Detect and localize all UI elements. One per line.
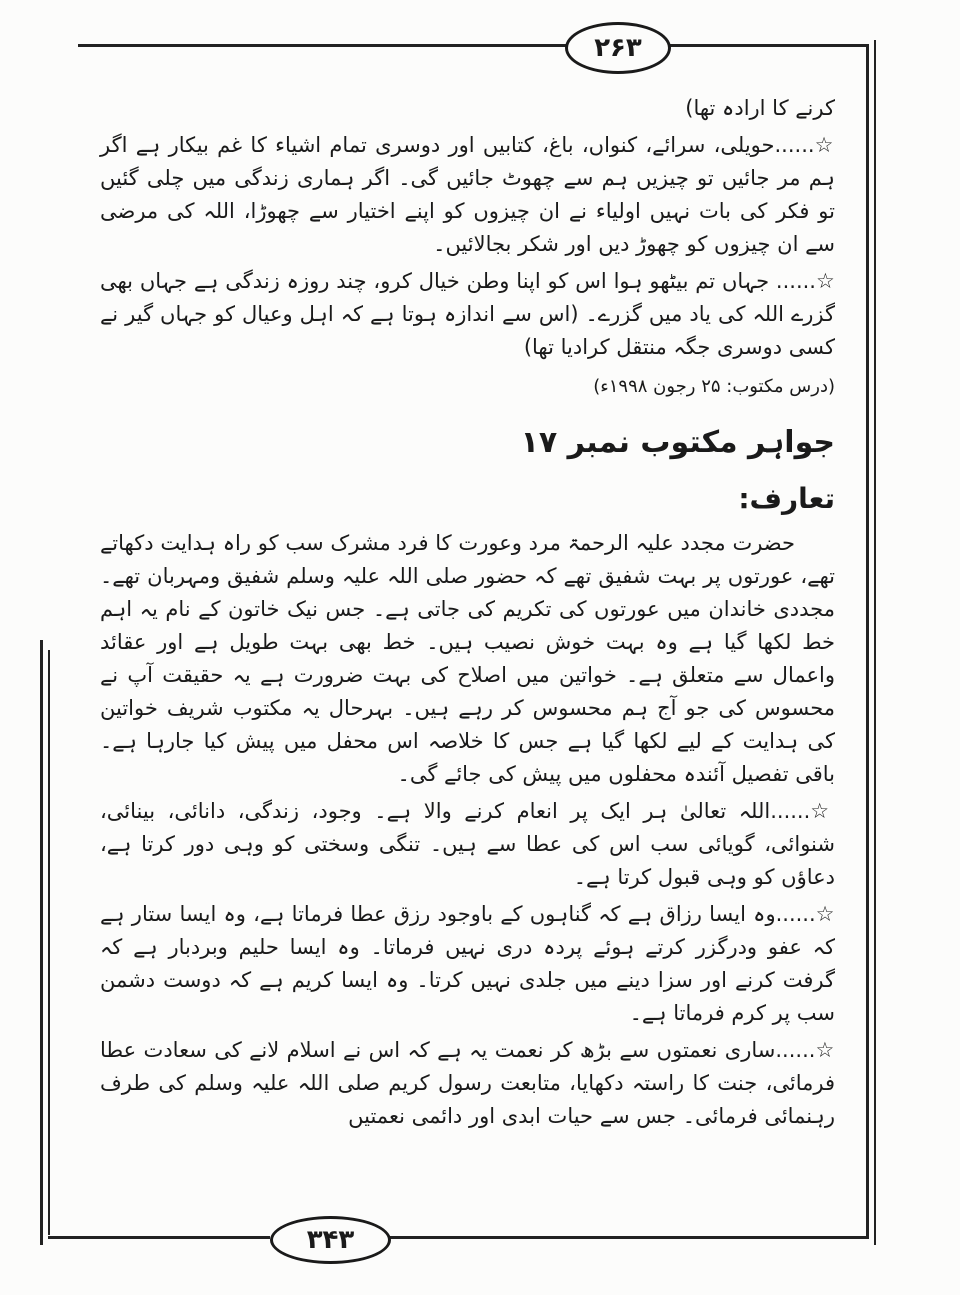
bullet-bottom-1 bbox=[100, 795, 835, 894]
section-subheading: تعارف: bbox=[738, 482, 835, 515]
bullet-bottom-1-text: ......اللہ تعالیٰ ہر ایک پر انعام کرنے والا ہے۔ وجود، زندگی، دانائی، بینائی، شنوائی، گویائی سب اس کی عطا سے ہیں۔ تنگی وسختی کو وہی دور کرتا ہے، دعاؤں کو وہی قبول کرتا ہے۔ bbox=[100, 799, 835, 889]
bullet-top-1 bbox=[100, 129, 835, 261]
intro-paragraph: حضرت مجدد علیہ الرحمۃ مرد وعورت کا فرد مشرک سب کو راہ ہدایت دکھاتے تھے، عورتوں پر بہت شفیق تھے کہ حضور صلی اللہ علیہ وسلم شفیق ومہربان تھے۔ مجددی خاندان میں عورتوں کی تکریم کی جاتی ہے۔ جس نیک خاتون کے نام یہ اہم خط لکھا گیا ہے وہ بہت خوش نصیب ہیں۔ خط بھی بہت طویل ہے اور عقائد واعمال سے متعلق ہے۔ خواتین میں اصلاح کی بہت ضرورت ہے یہ حقیقت آپ نے محسوس کی جو آج ہم محسوس کر رہے ہیں۔ بہرحال یہ مکتوب شریف خواتین کی ہدایت کے لیے لکھا گیا ہے جس کا خلاصہ اس محفل میں پیش کیا جارہا ہے۔ باقی تفصیل آئندہ محفلوں میں پیش کی جائے گی۔ bbox=[100, 531, 835, 786]
right-border-line-inner bbox=[874, 40, 876, 1245]
section-heading: جواہر مکتوب نمبر ۱۷ bbox=[520, 425, 835, 460]
footer-page-number: ۳۴۳ bbox=[270, 1216, 391, 1264]
bottom-border-line bbox=[48, 1236, 270, 1239]
top-border-line bbox=[78, 44, 568, 47]
header-page-number: ۲۶۳ bbox=[565, 22, 671, 74]
left-border-line bbox=[40, 640, 43, 1245]
star-icon: ☆ bbox=[815, 269, 835, 293]
star-icon: ☆ bbox=[815, 902, 835, 926]
bullet-bottom-2 bbox=[100, 898, 835, 1030]
top-border-line-right bbox=[668, 44, 868, 47]
bullet-bottom-3 bbox=[100, 1034, 835, 1133]
left-border-line-inner bbox=[48, 650, 50, 1235]
right-border-line bbox=[866, 44, 869, 1239]
intro-tail: کرنے کا ارادہ تھا) bbox=[685, 96, 835, 120]
star-icon: ☆ bbox=[815, 1038, 835, 1062]
bullet-bottom-3-text: ......ساری نعمتوں سے بڑھ کر نعمت یہ ہے کہ اس نے اسلام لانے کی سعادت عطا فرمائی، جنت کا راستہ دکھایا، متابعت رسول کریم صلی اللہ علیہ وسلم کی طرف رہنمائی فرمائی۔ جس سے حیات ابدی اور دائمی نعمتیں bbox=[100, 1038, 835, 1128]
page-body bbox=[100, 92, 835, 1137]
star-icon: ☆ bbox=[810, 799, 836, 823]
star-icon: ☆ bbox=[814, 133, 835, 157]
bullet-top-2 bbox=[100, 265, 835, 364]
reference-note: (درس مکتوب: ۲۵ رجون ۱۹۹۸ء) bbox=[593, 376, 835, 397]
bottom-border-line-right bbox=[388, 1236, 868, 1239]
bullet-top-2-text: ...... جہاں تم بیٹھو ہوا اس کو اپنا وطن خیال کرو، چند روزہ زندگی ہے جہاں بھی گزرے اللہ کی یاد میں گزرے۔ (اس سے اندازہ ہوتا ہے کہ اہل وعیال کو جہاں گیر نے کسی دوسری جگہ منتقل کرادیا تھا) bbox=[100, 269, 835, 359]
bullet-bottom-2-text: ......وہ ایسا رزاق ہے کہ گناہوں کے باوجود رزق عطا فرماتا ہے، وہ ایسا ستار ہے کہ عفو ودرگزر کرتے ہوئے پردہ دری نہیں فرماتا۔ وہ ایسا حلیم وبردبار ہے کہ گرفت کرنے اور سزا دینے میں جلدی نہیں کرتا۔ وہ ایسا کریم ہے کہ دوست دشمن سب پر کرم فرماتا ہے۔ bbox=[100, 902, 835, 1025]
bullet-top-1-text: ......حویلی، سرائے، کنواں، باغ، کتابیں اور دوسری تمام اشیاء کا غم بیکار ہے اگر ہم مر جائیں تو چیزیں ہم سے چھوٹ جائیں گی۔ اگر ہماری زندگی میں چلی گئیں تو فکر کی بات نہیں اولیاء نے ان چیزوں کو اپنے اختیار سے چھوڑا، اللہ کی مرضی سے ان چیزوں کو چھوڑ دیں اور شکر بجالائیں۔ bbox=[100, 133, 835, 256]
